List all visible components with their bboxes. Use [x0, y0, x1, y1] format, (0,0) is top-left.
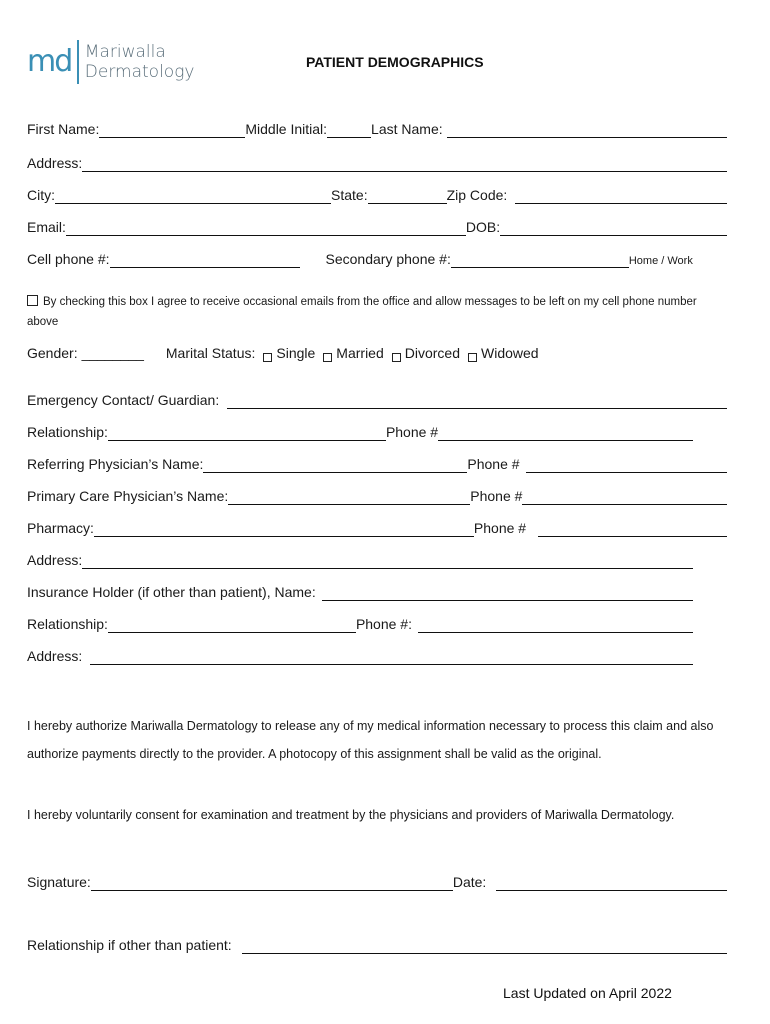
- gender-label: Gender:: [27, 345, 78, 361]
- relationship-label: Relationship:: [27, 424, 108, 440]
- gender-blank[interactable]: ________: [81, 345, 144, 361]
- relationship-other-row: [27, 934, 727, 954]
- emergency-field[interactable]: [227, 394, 727, 409]
- dob-label: DOB:: [465, 219, 501, 235]
- relationship-phone-field[interactable]: [438, 426, 693, 441]
- phone-row: [27, 248, 727, 268]
- primary-care-label: Primary Care Physician’s Name:: [27, 488, 229, 504]
- marital-married-label: Married: [336, 345, 384, 361]
- pharmacy-phone-label: Phone #: [473, 520, 527, 536]
- marital-widowed-checkbox[interactable]: [468, 353, 477, 362]
- email-consent-checkbox[interactable]: [27, 295, 38, 306]
- city-field[interactable]: [55, 189, 331, 204]
- referring-phone-label: Phone #: [467, 456, 520, 472]
- date-field[interactable]: [496, 876, 727, 891]
- insurance-relationship-row: [27, 613, 693, 633]
- insurance-row: [27, 581, 693, 601]
- marital-status-label: Marital Status:: [165, 345, 256, 361]
- page-title: PATIENT DEMOGRAPHICS: [306, 54, 484, 70]
- marital-widowed-label: Widowed: [481, 345, 539, 361]
- name-row: [27, 118, 727, 138]
- pharmacy-field[interactable]: [94, 522, 474, 537]
- marital-single-checkbox[interactable]: [263, 353, 272, 362]
- address-row: [27, 152, 727, 172]
- referring-field[interactable]: [203, 458, 467, 473]
- cell-phone-label: Cell phone #:: [27, 251, 110, 267]
- first-name-field[interactable]: [99, 123, 245, 138]
- home-work-hint: Home / Work: [628, 255, 693, 267]
- logo: [27, 38, 194, 86]
- primary-care-row: [27, 485, 727, 505]
- authorization-text: I hereby authorize Mariwalla Dermatology to release any of my medical information necessary to process this claim and also authorize payments directly to the provider. A photocopy of this assignment shall be valid as the original.: [27, 719, 714, 761]
- insurance-relationship-label: Relationship:: [27, 616, 108, 632]
- signature-label: Signature:: [27, 874, 91, 890]
- logo-mark: md: [27, 44, 72, 79]
- insurance-relationship-field[interactable]: [108, 618, 356, 633]
- marital-divorced-checkbox[interactable]: [392, 353, 401, 362]
- address-field[interactable]: [82, 157, 727, 172]
- referring-row: [27, 453, 727, 473]
- middle-initial-field[interactable]: [327, 123, 371, 138]
- state-label: State:: [331, 187, 368, 203]
- city-label: City:: [27, 187, 55, 203]
- insurance-phone-label: Phone #:: [355, 616, 412, 632]
- logo-divider: [77, 40, 79, 84]
- first-name-label: First Name:: [27, 121, 100, 137]
- state-field[interactable]: [368, 189, 447, 204]
- pharmacy-row: [27, 517, 727, 537]
- pharmacy-address-label: Address:: [27, 552, 83, 568]
- zip-label: Zip Code:: [446, 187, 508, 203]
- marital-single-label: Single: [276, 345, 316, 361]
- pharmacy-phone-field[interactable]: [538, 522, 727, 537]
- zip-field[interactable]: [515, 189, 727, 204]
- insurance-label: Insurance Holder (if other than patient), Name:: [27, 584, 316, 600]
- signature-field[interactable]: [91, 876, 453, 891]
- primary-care-phone-field[interactable]: [522, 490, 727, 505]
- marital-married-checkbox[interactable]: [323, 353, 332, 362]
- last-updated: Last Updated on April 2022: [503, 985, 672, 1001]
- signature-row: [27, 871, 727, 891]
- primary-care-field[interactable]: [228, 490, 470, 505]
- last-name-label: Last Name:: [371, 121, 443, 137]
- insurance-address-label: Address:: [27, 648, 83, 664]
- treatment-consent-text: I hereby voluntarily consent for examination and treatment by the physicians and providers of Mariwalla Dermatology.: [27, 808, 675, 822]
- insurance-field[interactable]: [322, 586, 693, 601]
- email-consent: [27, 292, 727, 332]
- relationship-other-field[interactable]: [242, 939, 727, 954]
- email-consent-text: By checking this box I agree to receive occasional emails from the office and allow messages to be left on my cell phone number above: [27, 296, 697, 328]
- dob-field[interactable]: [500, 221, 727, 236]
- insurance-phone-field[interactable]: [418, 618, 693, 633]
- relationship-phone-label: Phone #: [385, 424, 439, 440]
- email-row: [27, 216, 727, 236]
- secondary-phone-label: Secondary phone #:: [325, 251, 451, 267]
- referring-phone-field[interactable]: [526, 458, 727, 473]
- relationship-field[interactable]: [108, 426, 386, 441]
- logo-line2: Dermatology: [84, 62, 195, 82]
- cell-phone-field[interactable]: [110, 253, 300, 268]
- referring-label: Referring Physician’s Name:: [27, 456, 204, 472]
- gender-marital-row: [27, 342, 727, 362]
- pharmacy-address-row: [27, 549, 693, 569]
- last-name-field[interactable]: [447, 123, 727, 138]
- pharmacy-label: Pharmacy:: [27, 520, 94, 536]
- relationship-other-label: Relationship if other than patient:: [27, 937, 232, 953]
- marital-divorced-label: Divorced: [404, 345, 461, 361]
- logo-wordmark: [85, 42, 195, 82]
- secondary-phone-field[interactable]: [451, 253, 629, 268]
- logo-line1: Mariwalla: [84, 42, 166, 62]
- insurance-address-field[interactable]: [90, 650, 693, 665]
- middle-initial-label: Middle Initial:: [245, 121, 328, 137]
- pharmacy-address-field[interactable]: [82, 554, 693, 569]
- email-label: Email:: [27, 219, 66, 235]
- primary-care-phone-label: Phone #: [470, 488, 523, 504]
- insurance-address-row: [27, 645, 693, 665]
- emergency-label: Emergency Contact/ Guardian:: [27, 392, 220, 408]
- address-label: Address:: [27, 155, 83, 171]
- relationship-row: [27, 421, 693, 441]
- email-field[interactable]: [66, 221, 466, 236]
- emergency-row: [27, 389, 727, 409]
- city-row: [27, 184, 727, 204]
- date-label: Date:: [452, 874, 487, 890]
